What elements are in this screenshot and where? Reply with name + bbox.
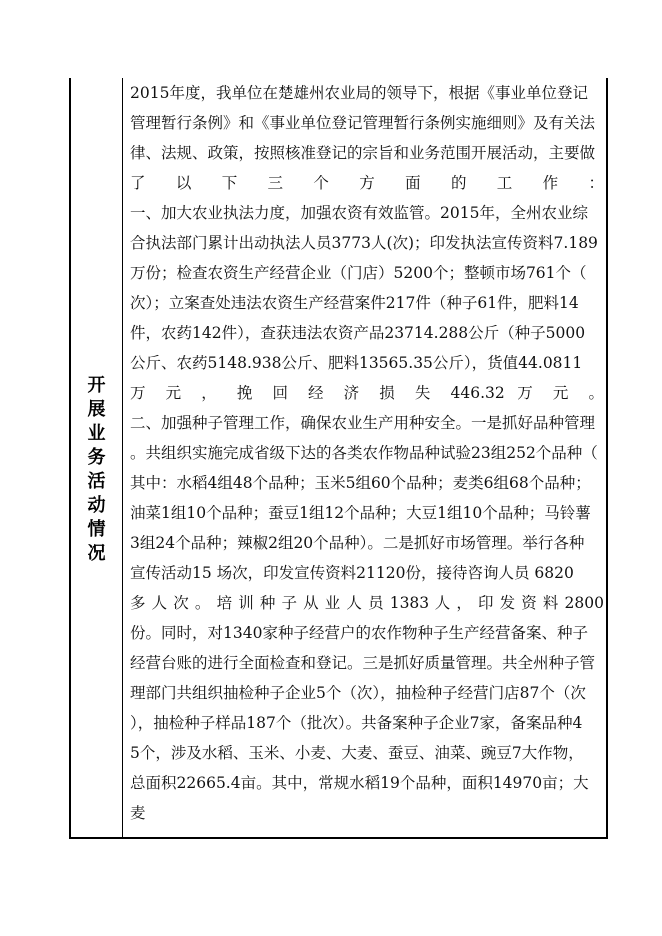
row-label: 开展业务活动情况: [87, 374, 106, 564]
business-activity-text: [130, 78, 604, 828]
text-line: 管理暂行条例》和《事业单位登记管理暂行条例实施细则》及有关法: [130, 114, 596, 132]
text-line: 一、加大农业执法力度，加强农资有效监管。2015年，全州农业综: [130, 204, 588, 222]
content-cell: [123, 78, 606, 837]
row-label-cell: [71, 78, 123, 837]
text-line: 万份；检查农资生产经营企业（门店）5200个；整顿市场761个（: [130, 264, 587, 282]
text-line: ），抽检种子样品187个（批次）。共备案种子企业7家，备案品种4: [130, 714, 583, 732]
activity-table: [69, 78, 608, 839]
text-line: 合执法部门累计出动执法人员3773人(次)；印发执法宣传资料7.189: [130, 234, 598, 252]
text-line: 律、法规、政策，按照核准登记的宗旨和业务范围开展活动，主要做: [130, 144, 596, 162]
text-line: 宣传活动15 场次，印发宣传资料21120份，接待咨询人员 6820: [130, 564, 574, 582]
text-line: 份。同时，对1340家种子经营户的农作物种子生产经营备案、种子: [130, 624, 588, 642]
text-line: 油菜1组10个品种；蚕豆1组12个品种；大豆1组10个品种；马铃薯: [130, 504, 591, 522]
text-line: 二、加强种子管理工作，确保农业生产用种安全。一是抓好品种管理: [130, 414, 596, 432]
text-line: 其中：水稻4组48个品种；玉米5组60个品种；麦类6组68个品种；: [130, 474, 591, 492]
text-line: 公斤、农药5148.938公斤、肥料13565.35公斤），货值44.0811: [130, 354, 583, 372]
text-line: 件，农药142件），查获违法农资产品23714.288公斤（种子5000: [130, 324, 586, 342]
text-line: 经营台账的进行全面检查和登记。三是抓好质量管理。共全州种子管: [130, 654, 596, 672]
text-line: 次）；立案查处违法农资生产经营案件217件（种子61件，肥料14: [130, 294, 579, 312]
text-line: 了 以 下 三 个 方 面 的 工 作 ：: [130, 174, 604, 192]
text-line: 2015年度，我单位在楚雄州农业局的领导下，根据《事业单位登记: [130, 84, 588, 102]
text-line: 。共组织实施完成省级下达的各类农作物品种试验23组252个品种（: [130, 444, 598, 462]
text-line: 多 人 次 。 培 训 种 子 从 业 人 员 1383 人 ， 印 发 资 料 2800: [130, 594, 604, 612]
text-line: 理部门共组织抽检种子企业5个（次），抽检种子经营门店87个（次: [130, 684, 586, 702]
text-line: 万 元 ， 挽 回 经 济 损 失 446.32 万 元 。: [130, 384, 604, 402]
text-line: 麦: [130, 804, 146, 822]
text-line: 3组24个品种；辣椒2组20个品种）。二是抓好市场管理。举行各种: [130, 534, 585, 552]
text-line: 5个，涉及水稻、玉米、小麦、大麦、蚕豆、油菜、豌豆7大作物，: [130, 744, 584, 762]
text-line: 总面积22665.4亩。其中，常规水稻19个品种，面积14970亩；大: [130, 774, 589, 792]
